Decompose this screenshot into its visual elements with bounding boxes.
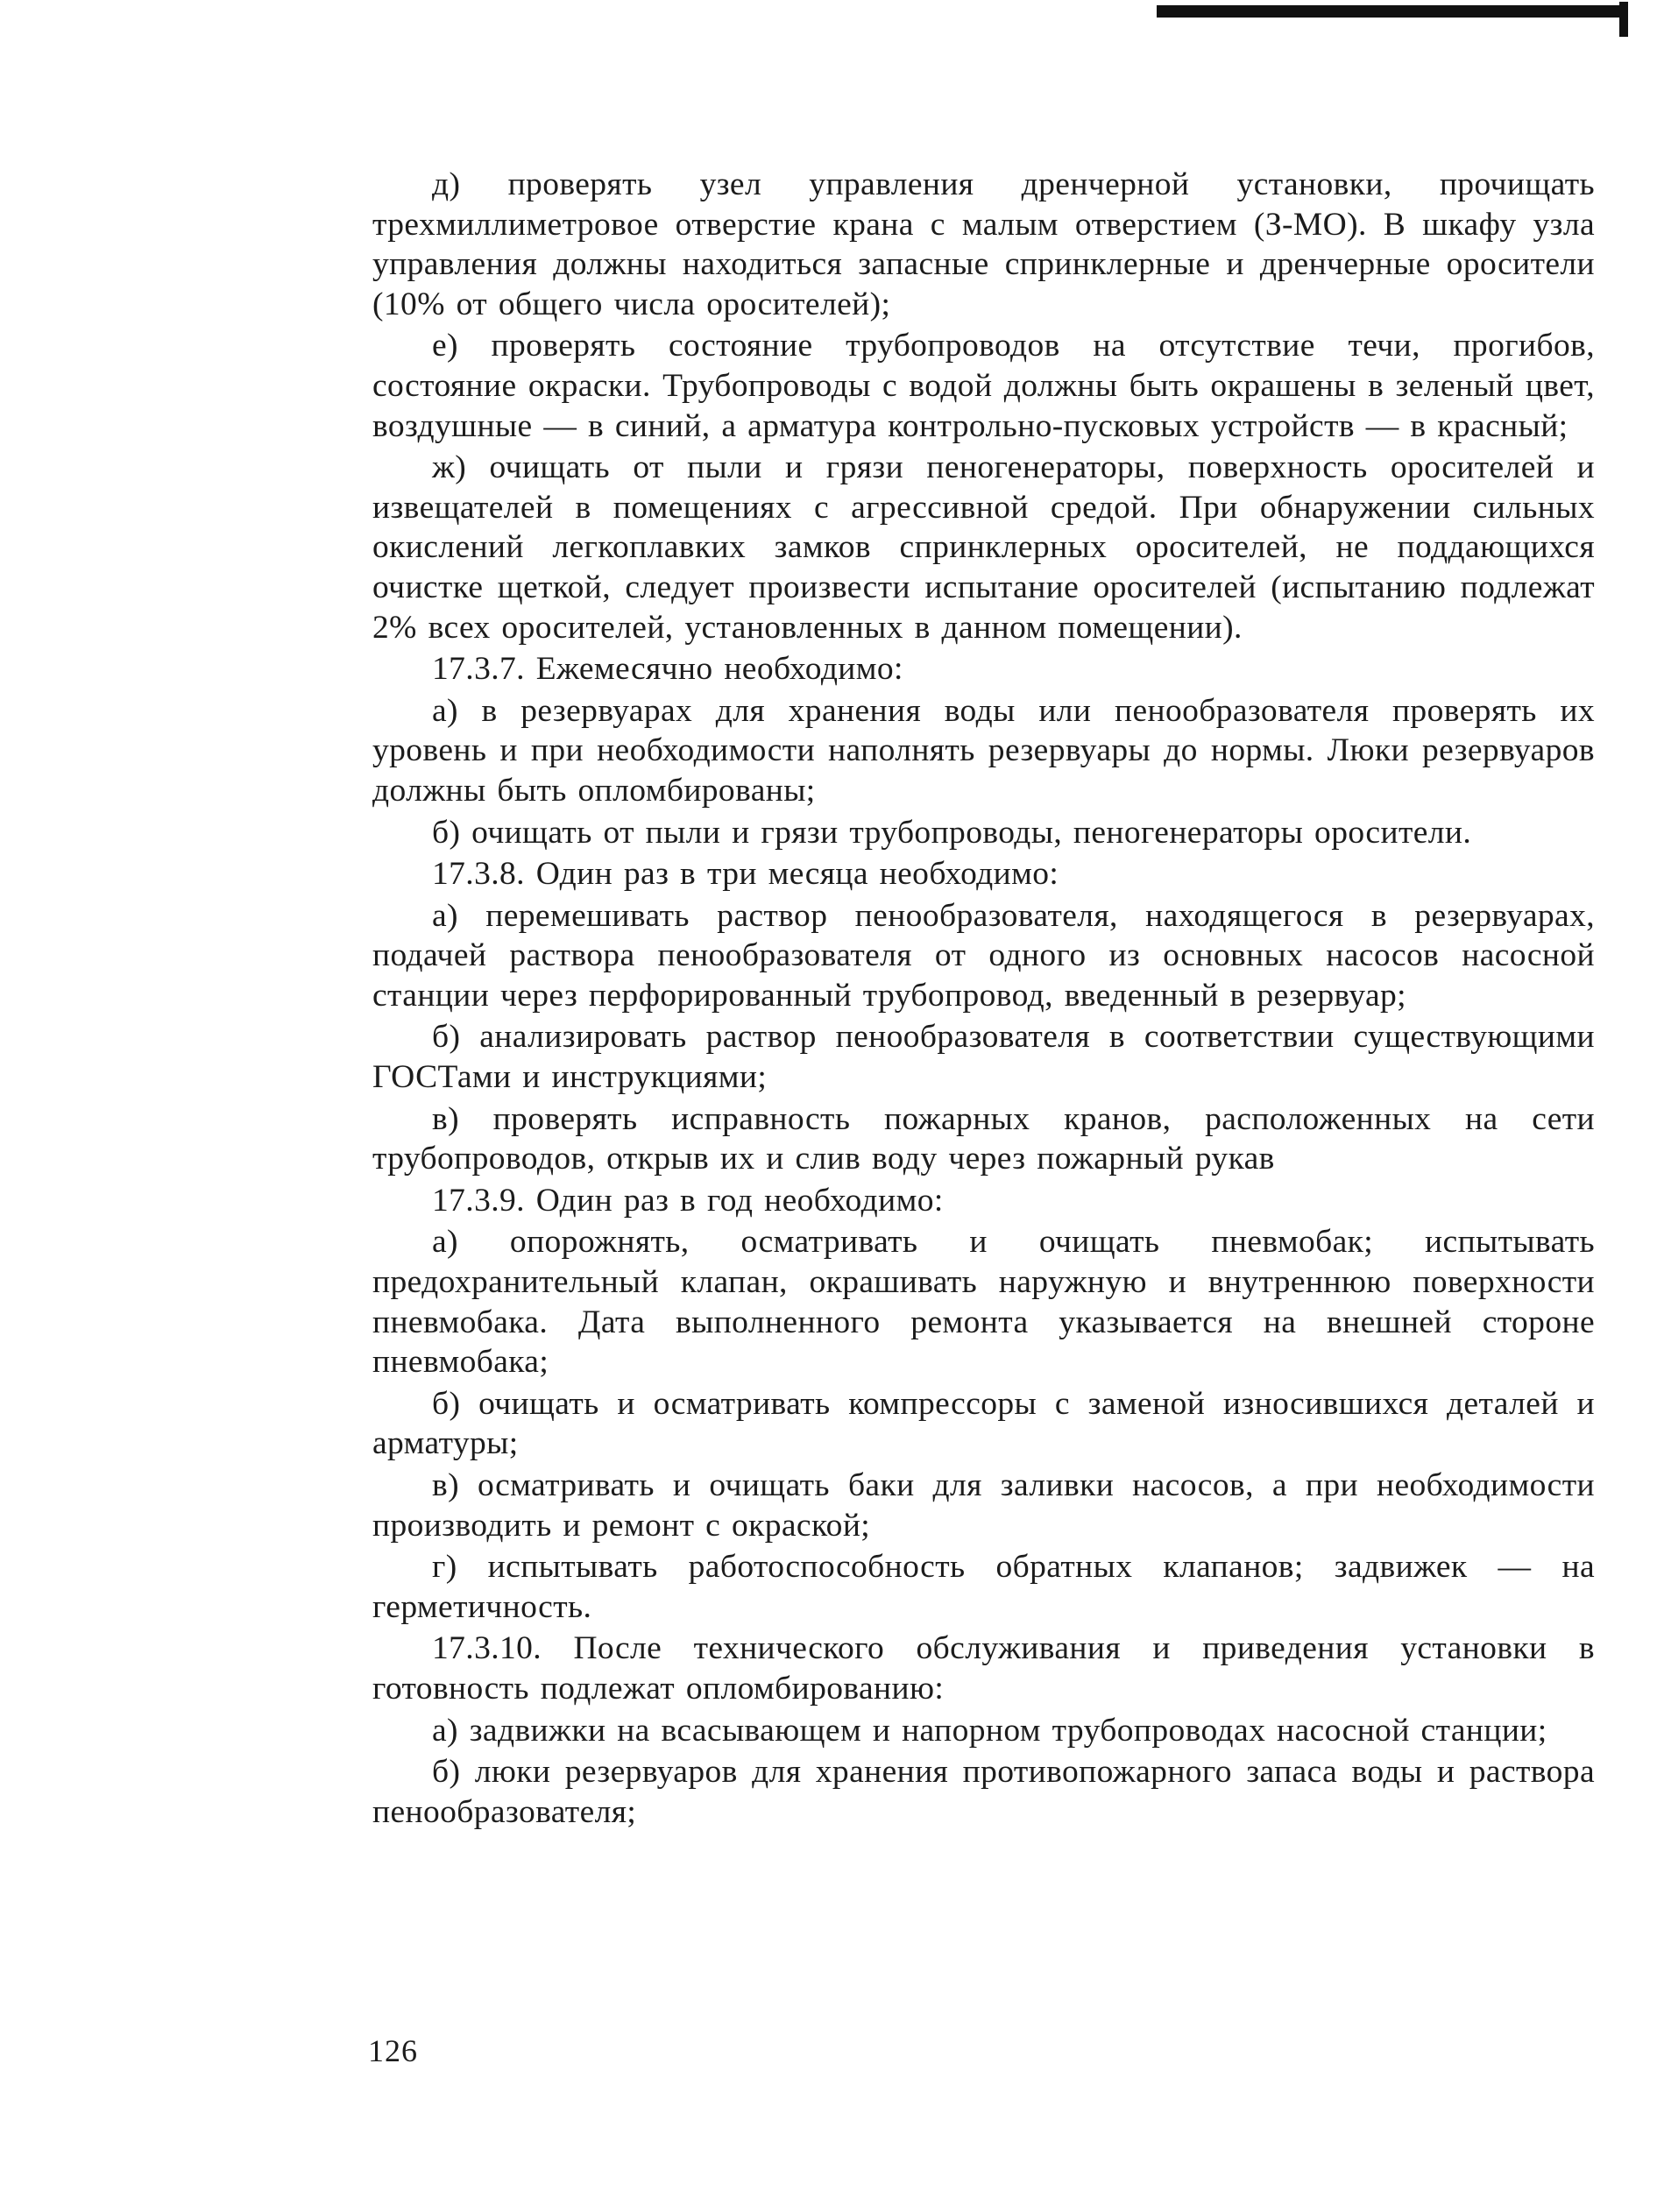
section-17-3-7-heading: 17.3.7. Ежемесячно необходимо: [432,651,903,688]
paragraph-monthly-b: б) очищать от пыли и грязи трубопроводы, пеногенераторы оросители. [432,814,1472,851]
page-number: 126 [368,2033,418,2068]
paragraph-yearly-b: б) очищать и осматривать компрессоры с заменой износившихся деталей и арматуры; [372,1385,1595,1462]
section-17-3-9-heading: 17.3.9. Один раз в год необходимо: [432,1182,944,1219]
paragraph-yearly-a: а) опорожнять, осматривать и очищать пневмобак; испытывать предохранительный клапан, окрашивать наружную и внутреннюю поверхности пневмобака. Дата выполненного ремонта указывается на внешней стороне пневмобака; [372,1224,1595,1381]
section-17-3-10-heading: 17.3.10. После технического обслуживания и приведения установки в готовность подлежат опломбированию: [372,1630,1595,1707]
paragraph-yearly-v: в) осматривать и очищать баки для заливки насосов, а при необходимости производить и ремонт с окраской; [372,1467,1595,1544]
paragraph-d-drencher-control: д) проверять узел управления дренчерной установки, прочищать трехмиллиметровое отверстие крана с малым отверстием (З-МО). В шкафу узла управления должны находиться запасные спринклерные и дренчерные оросители (10% от общего числа оросителей); [372,166,1595,322]
paragraph-quarterly-b: б) анализировать раствор пенообразователя в соответствии существующими ГОСТами и инструкциями; [372,1019,1595,1096]
paragraph-zh-cleaning: ж) очищать от пыли и грязи пеногенераторы, поверхность оросителей и извещателей в помещениях с агрессивной средой. При обнаружении сильных окислений легкоплавких замков спринклерных оросителей, не поддающихся очистке щеткой, следует произвести испытание оросителей (испытанию подлежат 2% всех оросителей, установленных в данном помещении). [372,449,1595,646]
section-17-3-8-heading: 17.3.8. Один раз в три месяца необходимо: [432,856,1059,893]
paragraph-e-pipelines: е) проверять состояние трубопроводов на отсутствие течи, прогибов, состояние окраски. Трубопроводы с водой должны быть окрашены в зеленый цвет, воздушные — в синий, а арматура контрольно-пусковых устройств — в красный; [372,328,1595,444]
paragraph-quarterly-a: а) перемешивать раствор пенообразователя, находящегося в резервуарах, подачей раствора пенообразователя от одного из основных насосов насосной станции через перфорированный трубопровод, введенный в резервуар; [372,897,1595,1014]
paragraph-sealing-b: б) люки резервуаров для хранения противопожарного запаса воды и раствора пенообразователя; [372,1754,1595,1830]
paragraph-sealing-a: а) задвижки на всасывающем и напорном трубопроводах насосной станции; [432,1712,1547,1749]
page-body-text [372,165,1595,1834]
top-edge-rule [1157,5,1623,18]
paragraph-quarterly-v: в) проверять исправность пожарных кранов, расположенных на сети трубопроводов, открыв их и слив воду через пожарный рукав [372,1100,1595,1177]
paragraph-yearly-g: г) испытывать работоспособность обратных клапанов; задвижек — на герметичность. [372,1549,1595,1625]
paragraph-monthly-a: а) в резервуарах для хранения воды или пенообразователя проверять их уровень и при необходимости наполнять резервуары до нормы. Люки резервуаров должны быть опломбированы; [372,692,1595,809]
